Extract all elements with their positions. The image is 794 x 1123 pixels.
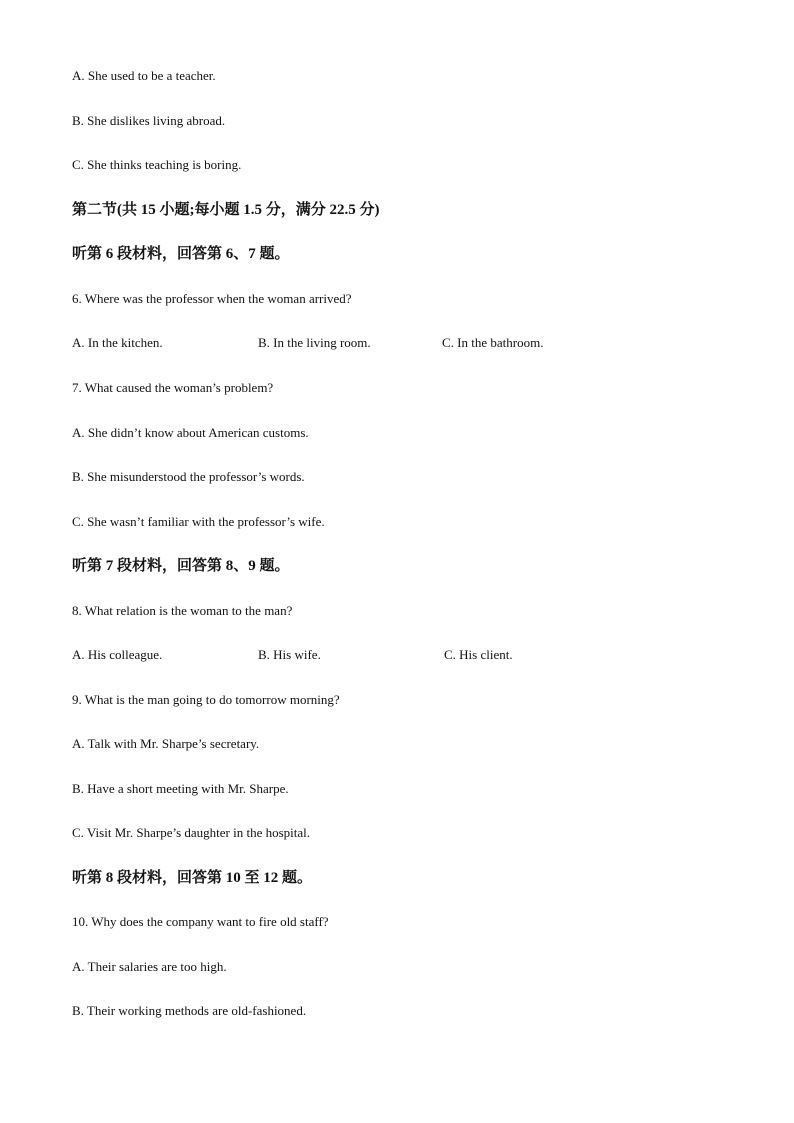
q7-option-b: B. She misunderstood the professor’s words. (72, 469, 305, 484)
passage-7-heading: 听第 7 段材料，回答第 8、9 题。 (72, 558, 290, 574)
q8-option-a: A. His colleague. (72, 647, 163, 662)
q6-option-b: B. In the living room. (258, 335, 371, 350)
q7-option-c: C. She wasn’t familiar with the professor’s wife. (72, 514, 325, 529)
q10-option-a: A. Their salaries are too high. (72, 959, 227, 974)
passage-6-heading: 听第 6 段材料，回答第 6、7 题。 (72, 246, 290, 262)
question-8: 8. What relation is the woman to the man? (72, 603, 293, 618)
section-2-heading: 第二节(共 15 小题;每小题 1.5 分，满分 22.5 分) (72, 202, 380, 218)
q6-option-a: A. In the kitchen. (72, 335, 163, 350)
q5-option-c: C. She thinks teaching is boring. (72, 157, 242, 172)
q10-option-b: B. Their working methods are old-fashioned. (72, 1003, 307, 1018)
question-7: 7. What caused the woman’s problem? (72, 380, 274, 395)
q6-option-c: C. In the bathroom. (442, 335, 544, 350)
q9-option-c: C. Visit Mr. Sharpe’s daughter in the hospital. (72, 825, 311, 840)
q8-option-c: C. His client. (444, 647, 513, 662)
question-9: 9. What is the man going to do tomorrow morning? (72, 692, 340, 707)
question-10: 10. Why does the company want to fire old staff? (72, 914, 329, 929)
q5-option-a: A. She used to be a teacher. (72, 68, 216, 83)
q9-option-a: A. Talk with Mr. Sharpe’s secretary. (72, 736, 260, 751)
passage-8-heading: 听第 8 段材料，回答第 10 至 12 题。 (72, 870, 313, 886)
question-6: 6. Where was the professor when the woman arrived? (72, 291, 352, 306)
q8-option-b: B. His wife. (258, 647, 321, 662)
q7-option-a: A. She didn’t know about American customs. (72, 425, 309, 440)
q5-option-b: B. She dislikes living abroad. (72, 113, 226, 128)
q9-option-b: B. Have a short meeting with Mr. Sharpe. (72, 781, 289, 796)
